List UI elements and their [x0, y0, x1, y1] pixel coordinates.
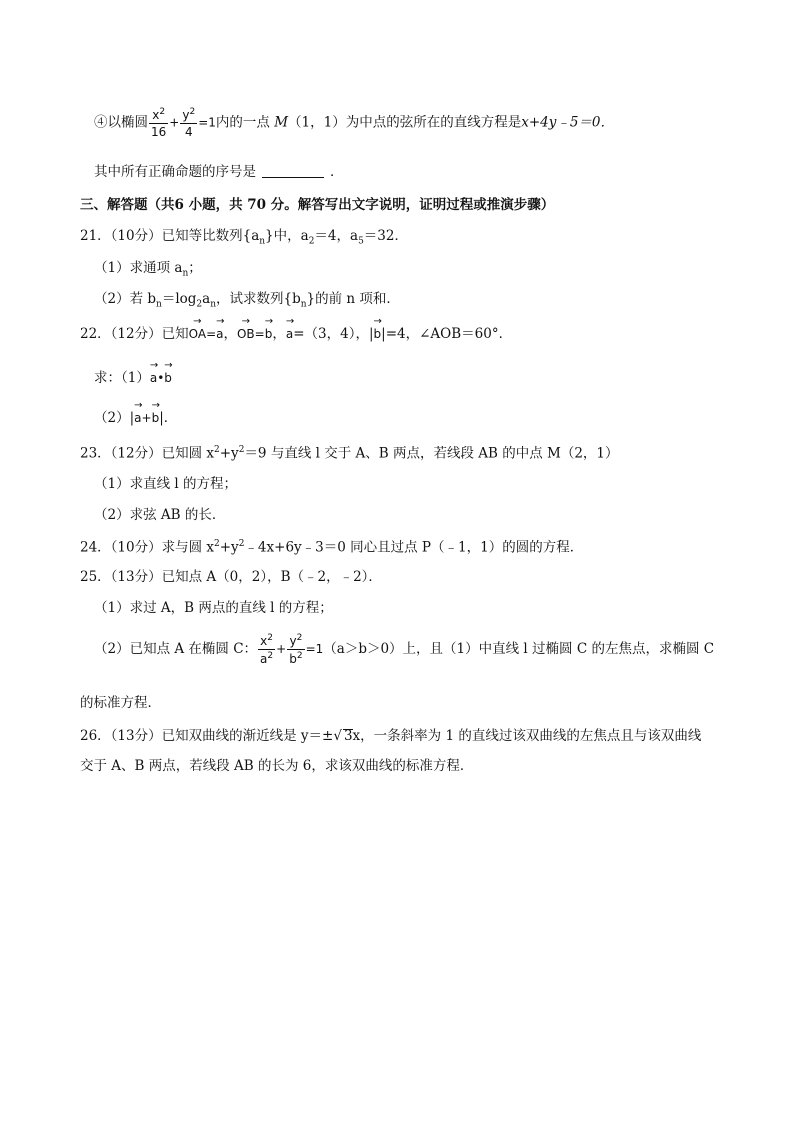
vector-oa: → OA	[189, 322, 206, 340]
q21-part1: （1）求通项 $a_n$；	[94, 260, 202, 279]
sqrt-3: 3	[343, 728, 353, 744]
vector-a: → a	[150, 366, 157, 384]
q26-head: 26．（13分）已知双曲线的渐近线是 y＝±√ 3x，一条斜率为 1 的直线过该双曲线的左焦点且与该双曲线	[80, 728, 702, 744]
q23-head: 23．（12分）已知圆 $x^2+y^2=9$ 与直线 l 交于 A、B 两点，若线段 AB 的中点 M（2，1）	[80, 445, 619, 462]
fraction-x2-a2: $\frac{x^2}{a^2}$	[260, 633, 274, 666]
q21-part2: （2）若 $b_n=\log_2a_n$，试求数列$\{b_n\}$的前 n 项和．	[94, 291, 400, 310]
q23-part2: （2）求弦 AB 的长．	[94, 507, 226, 523]
q22-part2: （2）|→ a+→ b|．	[94, 406, 177, 426]
vector-a: → a	[216, 322, 223, 340]
vector-ob: → OB	[237, 322, 255, 340]
fraction-x2-16: $\frac{x^2}{16}$	[151, 107, 167, 139]
fraction-y2-b2: $\frac{y^2}{b^2}$	[289, 633, 303, 666]
fraction-y2-4: $\frac{y^2}{4}$	[182, 107, 196, 139]
q26-line2: 交于 A、B 两点，若线段 AB 的长为 6，求该双曲线的标准方程．	[80, 758, 474, 774]
q20-item4: ④以椭圆 $\frac{x^2}{16}$ + $\frac{y^2}{4}$ =1内的一点 M（1，1）为中点的弦所在的直线方程是x+4y﹣5＝0．	[94, 107, 615, 139]
answer-blank[interactable]	[262, 177, 324, 178]
q21-head: 21．（10分）已知等比数列$\{a_n\}$中，$a_2=4$，$a_5=32$．	[80, 228, 408, 247]
vector-a: → a	[134, 406, 141, 424]
q20-answer-line: 其中所有正确命题的序号是 ．	[94, 164, 344, 180]
q24: 24．（10分）求与圆 $x^2+y^2﹣4x+6y﹣3=0$ 同心且过点 P（﹣1，1）的圆的方程．	[80, 539, 584, 556]
q22-head: 22．（12分）已知→ OA=→ a，→ OB=→ b，→ a=（3，4），|→ b|=4，∠AOB＝60°．	[80, 322, 512, 342]
vector-b: → b	[374, 322, 382, 340]
section-heading: 三、解答题（共6 小题，共 70 分。解答写出文字说明，证明过程或推演步骤）	[80, 197, 555, 213]
vector-b: → b	[164, 366, 172, 384]
vector-b: → b	[152, 406, 160, 424]
q25-part2: （2）已知点 A 在椭圆 C： $\frac{x^2}{a^2}$ + $\frac{y^2}{b^2}$ =1（a＞b＞0）上，且（1）中直线 l 过椭圆 C 的左焦点，求椭圆 C	[94, 633, 715, 666]
q25-part2-cont: 的标准方程．	[80, 695, 161, 711]
vector-b: → b	[265, 322, 273, 340]
q25-part1: （1）求过 A，B 两点的直线 l 的方程；	[94, 600, 333, 616]
q25-head: 25．（13分）已知点 A（0，2），B（﹣2，﹣2）．	[80, 569, 382, 585]
vector-a: → a	[286, 322, 293, 340]
q23-part1: （1）求直线 l 的方程；	[94, 476, 237, 492]
q22-ask: 求：（1）→ a•→ b	[94, 366, 172, 386]
